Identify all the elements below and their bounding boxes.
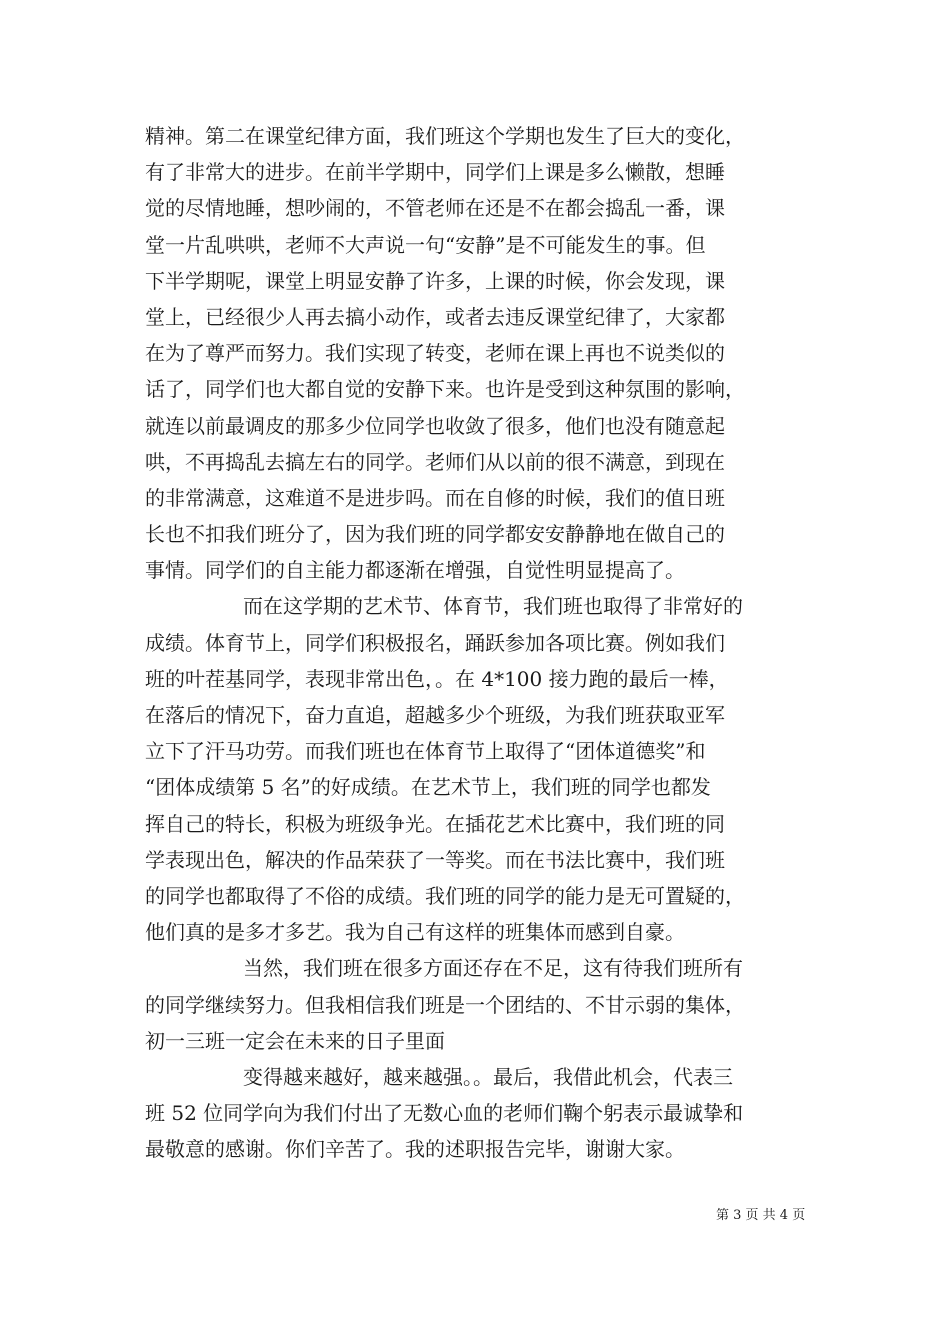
- text-line: 挥自己的特长，积极为班级争光。在插花艺术比赛中，我们班的同: [145, 811, 725, 836]
- body-text: [145, 118, 817, 1167]
- text-line: 精神。第二在课堂纪律方面，我们班这个学期也发生了巨大的变化，: [145, 124, 745, 148]
- text-line: 下半学期呢，课堂上明显安静了许多，上课的时候，你会发现，课: [145, 268, 725, 293]
- text-line: 成绩。体育节上，同学们积极报名，踊跃参加各项比赛。例如我们: [145, 630, 725, 655]
- text-line: 班的叶茬基同学，表现非常出色，。在 4*100 接力跑的最后一棒，: [145, 666, 729, 691]
- text-line: 学表现出色，解决的作品荣获了一等奖。而在书法比赛中，我们班: [145, 847, 725, 872]
- text-line: 的同学也都取得了不俗的成绩。我们班的同学的能力是无可置疑的，: [145, 883, 745, 908]
- text-line: 在为了尊严而努力。我们实现了转变，老师在课上再也不说类似的: [145, 341, 725, 366]
- text-line: 的同学继续努力。但我相信我们班是一个团结的、不甘示弱的集体，: [145, 992, 745, 1017]
- text-line: 立下了汗马功劳。而我们班也在体育节上取得了“团体道德奖”和: [145, 739, 706, 764]
- text-line: 他们真的是多才多艺。我为自己有这样的班集体而感到自豪。: [145, 920, 685, 945]
- text-line: 的非常满意，这难道不是进步吗。而在自修的时候，我们的值日班: [145, 485, 725, 510]
- text-line: 觉的尽情地睡，想吵闹的，不管老师在还是不在都会捣乱一番，课: [145, 196, 725, 221]
- text-line: 就连以前最调皮的那多少位同学也收敛了很多，他们也没有随意起: [145, 413, 725, 438]
- text-line: 在落后的情况下，奋力直追，超越多少个班级，为我们班获取亚军: [145, 703, 725, 727]
- text-line: 堂一片乱哄哄，老师不大声说一句“安静”是不可能发生的事。但: [145, 232, 706, 257]
- text-line: 班 52 位同学向为我们付出了无数心血的老师们鞠个躬表示最诚挚和: [145, 1101, 744, 1126]
- text-line: 堂上，已经很少人再去搞小动作，或者去违反课堂纪律了，大家都: [145, 304, 725, 329]
- paragraph-start-line: 变得越来越好，越来越强。。最后，我借此机会，代表三: [243, 1064, 733, 1089]
- page-footer: 第 3 页 共 4 页: [716, 1208, 806, 1223]
- text-line: 有了非常大的进步。在前半学期中，同学们上课是多么懒散，想睡: [145, 160, 725, 185]
- text-line: 长也不扣我们班分了，因为我们班的同学都安安静静地在做自己的: [145, 522, 725, 547]
- paragraph-start-line: 当然，我们班在很多方面还存在不足，这有待我们班所有: [243, 956, 743, 981]
- text-line: 哄，不再捣乱去搞左右的同学。老师们从以前的很不满意，到现在: [145, 449, 725, 474]
- paragraph-start-line: 而在这学期的艺术节、体育节，我们班也取得了非常好的: [243, 594, 743, 619]
- text-line: 最敬意的感谢。你们辛苦了。我的述职报告完毕，谢谢大家。: [145, 1137, 685, 1162]
- text-line: “团体成绩第 5 名”的好成绩。在艺术节上，我们班的同学也都发: [145, 775, 711, 800]
- text-line: 初一三班一定会在未来的日子里面: [145, 1028, 445, 1053]
- text-line: 话了，同学们也大都自觉的安静下来。也许是受到这种氛围的影响，: [145, 377, 745, 402]
- text-line: 事情。同学们的自主能力都逐渐在增强，自觉性明显提高了。: [145, 558, 685, 583]
